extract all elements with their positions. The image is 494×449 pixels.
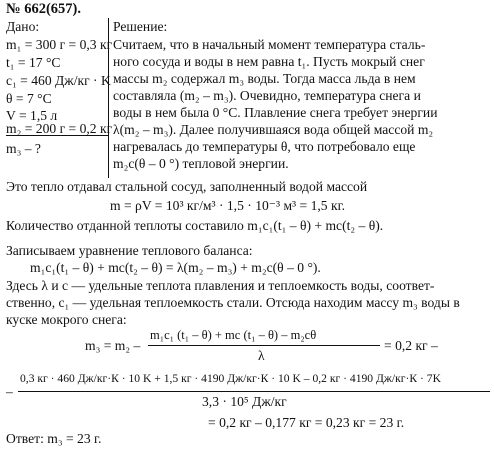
answer: Ответ: m₃ = 23 г. (6, 431, 102, 446)
equation-result: = 0,2 кг – 0,177 кг = 0,23 кг = 23 г. (208, 415, 405, 430)
solution-line: воды в нем была 0 °C. Плавление снега требует энергии (113, 105, 438, 120)
given-heading: Дано: (6, 19, 40, 34)
eq4-fraction-bar (18, 391, 490, 392)
given-line: c₁ = 460 Дж/кг · K (6, 73, 111, 88)
given-line: θ = 7 °C (6, 91, 52, 106)
paragraph-3: Записываем уравнение теплового баланса: (6, 243, 253, 258)
solution-line: составляла (m₂ – m₃). Очевидно, температура снега и (113, 88, 421, 103)
eq4-numerator: 0,3 кг · 460 Дж/кг·К · 10 K + 1,5 кг · 4190 Дж/кг·К · 10 K – 0,2 кг · 4190 Дж/кг·К · 7K (20, 372, 441, 385)
problem-number: № 662(657). (6, 1, 81, 17)
solution-line: Считаем, что в начальный момент температура сталь- (113, 37, 426, 52)
given-line: m₁ = 300 г = 0,3 кг (6, 37, 113, 52)
paragraph-4-line: куске мокрого снега: (6, 312, 127, 327)
eq3-numerator: m₁c₁ (t₁ – θ) + mc (t₁ – θ) – m₂cθ (150, 328, 317, 342)
eq3-right: = 0,2 кг – (384, 338, 438, 353)
eq4-lead: – (6, 384, 13, 399)
given-line: V = 1,5 л (6, 108, 58, 123)
solution-line: нагревалась до температуры θ, что потребовало еще (113, 139, 416, 154)
eq3-fraction-bar (148, 345, 380, 346)
equation-density: m = ρV = 10³ кг/м³ · 1,5 · 10⁻³ м³ = 1,5 кг. (110, 198, 346, 213)
eq3-denominator: λ (258, 348, 265, 363)
eq4-denominator: 3,3 · 10⁵ Дж/кг (202, 394, 287, 409)
solution-line: λ(m₂ – m₃). Далее получившаяся вода общей массой m₂ (113, 122, 434, 137)
solution-line: m₂c(θ – 0 °) тепловой энергии. (113, 156, 289, 171)
given-line: t₁ = 17 °C (6, 55, 61, 70)
given-line: m₂ = 200 г = 0,2 кг (6, 121, 113, 136)
find-label: m₃ – ? (6, 141, 41, 156)
paragraph-1: Это тепло отдавал стальной сосуд, заполненный водой массой (6, 179, 368, 194)
equation-balance: m₁c₁(t₁ – θ) + mc(t₂ – θ) = λ(m₂ – m₃) + m₂c(θ – 0 °). (30, 260, 321, 275)
solution-line: массы m₂ содержал m₃ воды. Тогда масса льда в нем (113, 71, 416, 86)
paragraph-2: Количество отданной теплоты составило m₁c₁(t₁ – θ) + mc(t₂ – θ). (6, 218, 384, 233)
paragraph-4-line: ственно, c₁ — удельная теплоемкость стали. Отсюда находим массу m₃ воды в (6, 295, 460, 310)
paragraph-4-line: Здесь λ и c — удельные теплота плавления и теплоемкость воды, соответ- (6, 278, 435, 293)
solution-line: ного сосуда и воды в нем равна t₁. Пусть мокрый снег (113, 54, 425, 69)
solution-heading: Решение: (113, 19, 168, 34)
eq3-left: m₃ = m₂ – (85, 338, 141, 353)
